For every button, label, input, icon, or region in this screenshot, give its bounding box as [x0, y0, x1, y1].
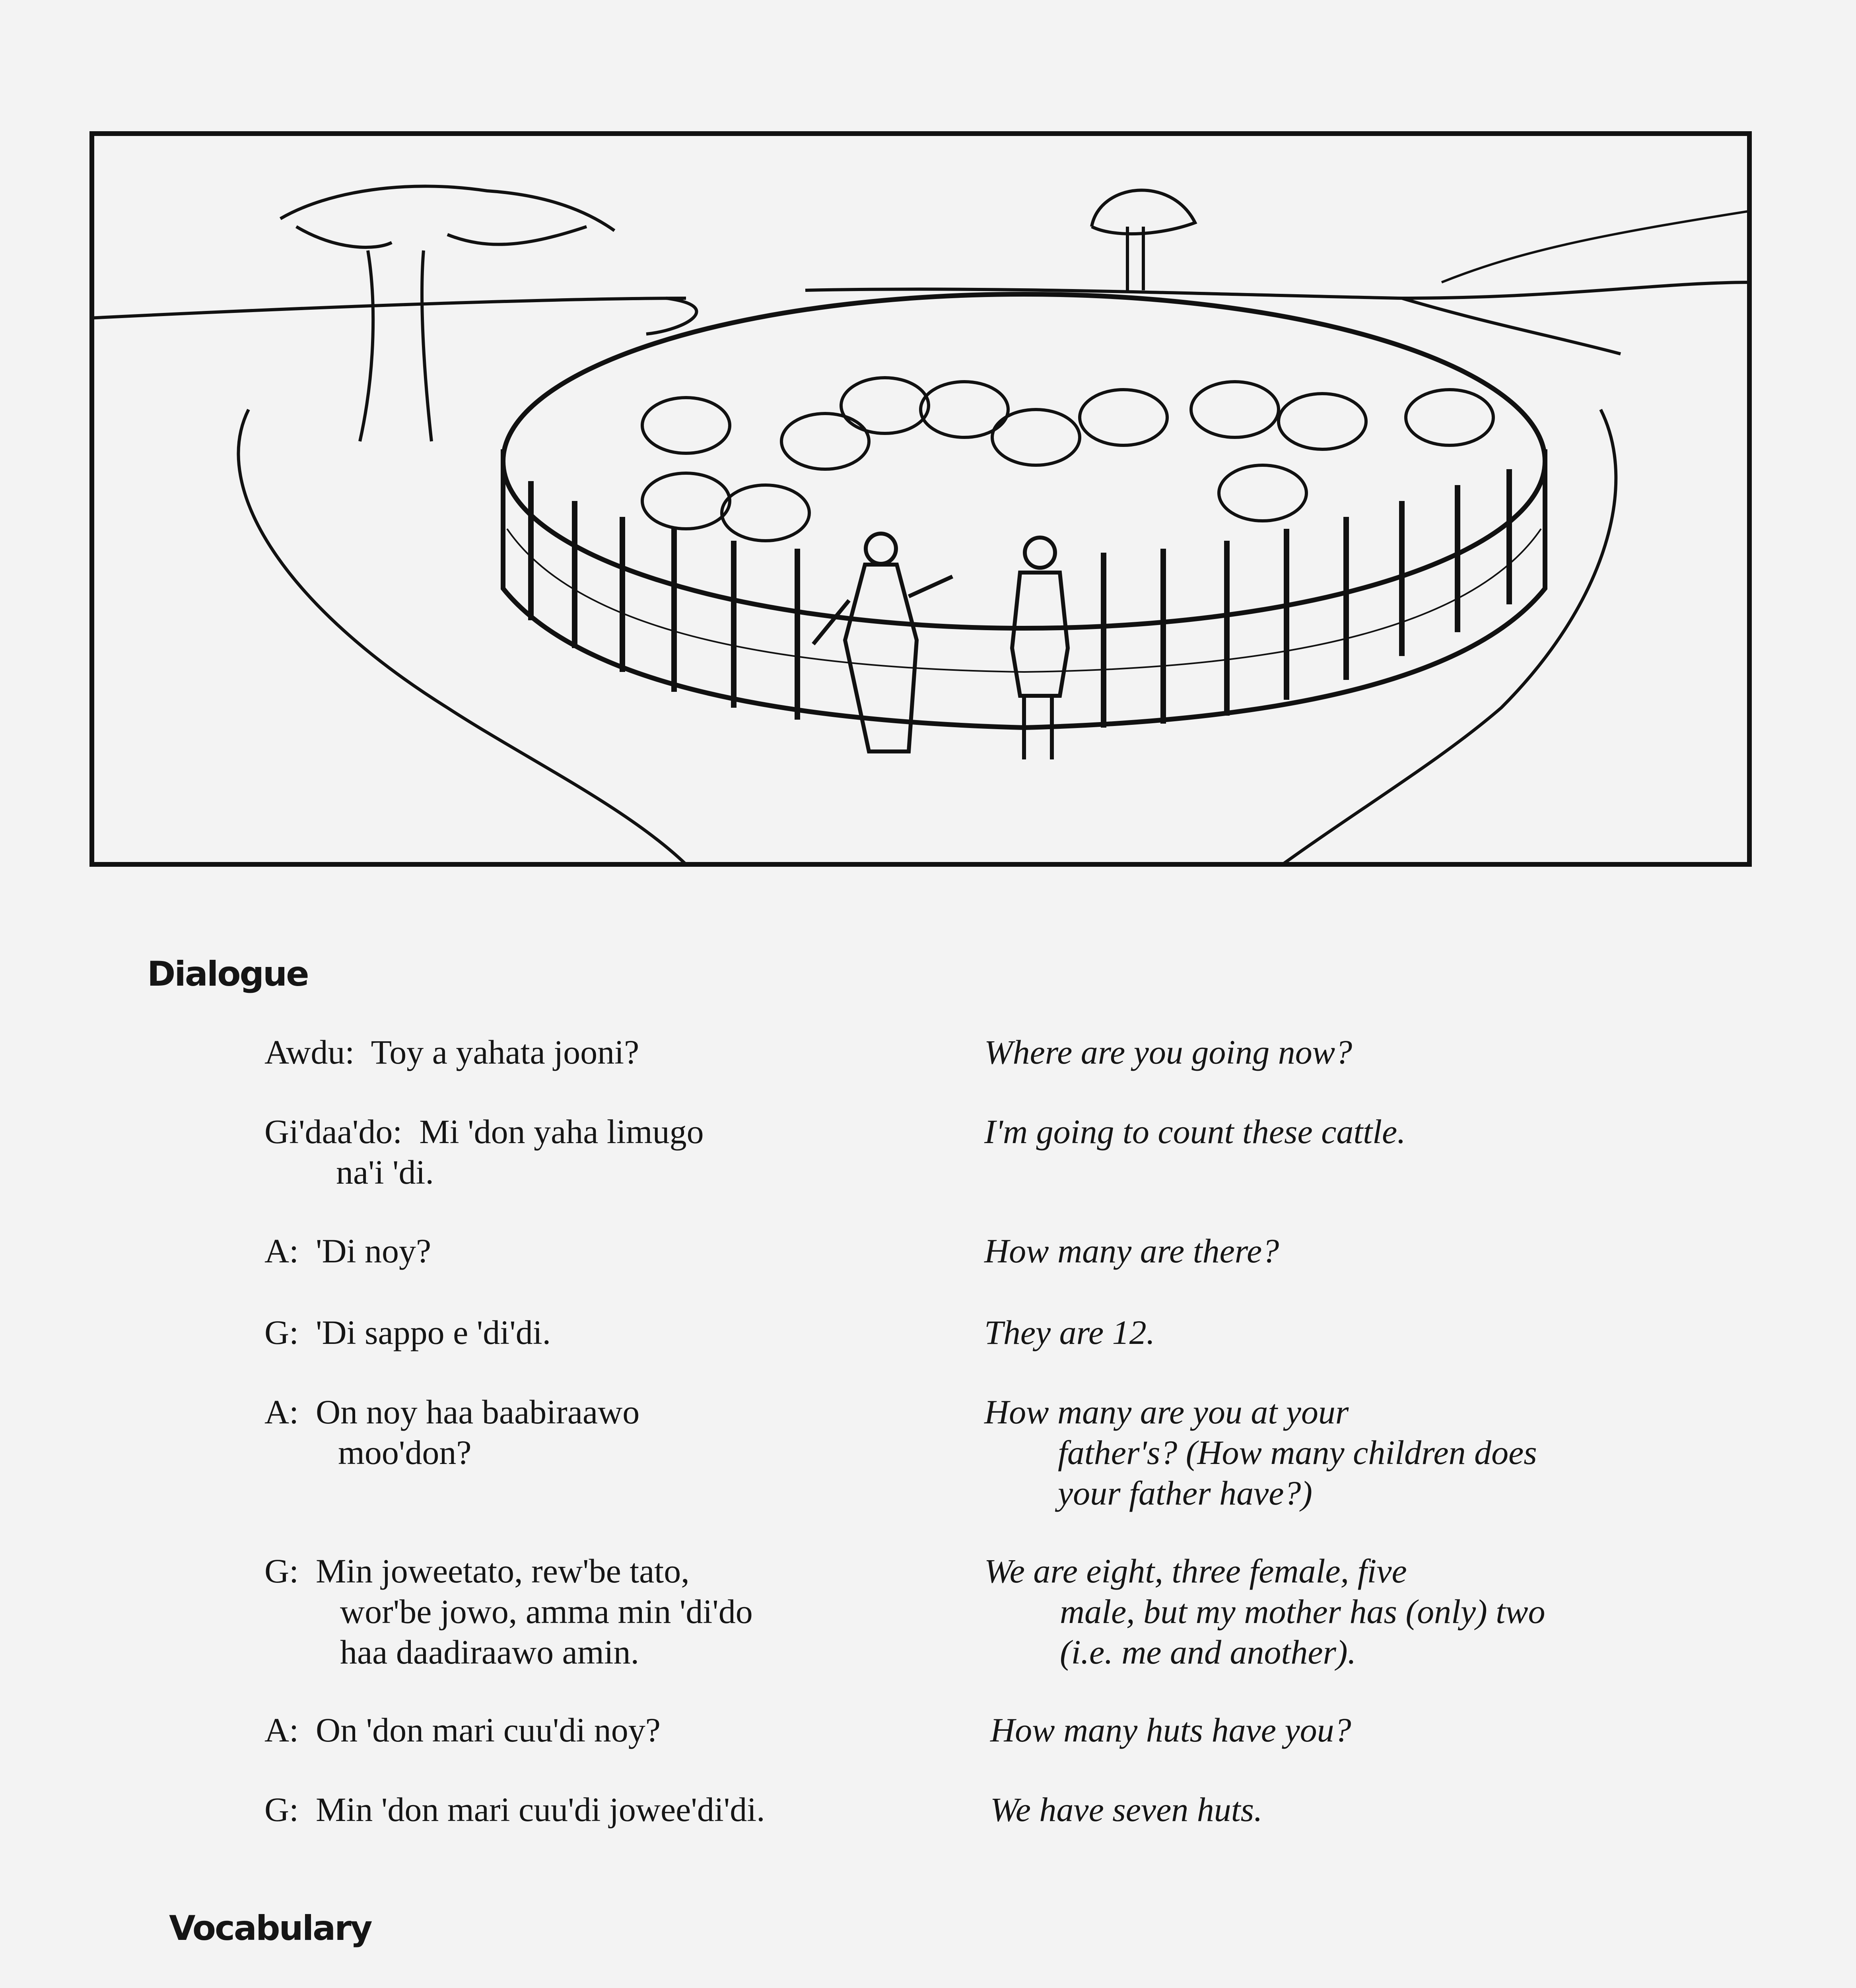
cattle-enclosure-illustration — [89, 131, 1752, 867]
dialogue-line: G: Min joweetato, rew'be tato, — [264, 1552, 690, 1590]
dialogue-line: Gi'daa'do: Mi 'don yaha limugo — [264, 1112, 704, 1151]
dialogue-line: A: 'Di noy? — [264, 1232, 431, 1270]
dialogue-line: A: On 'don mari cuu'di noy? — [264, 1711, 661, 1749]
dialogue-translation: How many are there? — [984, 1232, 1279, 1270]
dialogue-heading: Dialogue — [147, 954, 308, 994]
dialogue-translation-continuation: male, but my mother has (only) two — [1060, 1592, 1545, 1631]
dialogue-translation: They are 12. — [984, 1313, 1155, 1351]
dialogue-line: Awdu: Toy a yahata jooni? — [264, 1033, 639, 1071]
dialogue-line-continuation: moo'don? — [338, 1433, 472, 1472]
dialogue-translation: We are eight, three female, five — [984, 1552, 1407, 1590]
vocabulary-heading: Vocabulary — [169, 1908, 371, 1948]
dialogue-translation: Where are you going now? — [984, 1033, 1353, 1071]
dialogue-translation: How many are you at your — [984, 1393, 1349, 1431]
dialogue-line: G: Min 'don mari cuu'di jowee'di'di. — [264, 1790, 765, 1829]
dialogue-line-continuation: na'i 'di. — [336, 1153, 434, 1191]
dialogue-line-continuation: wor'be jowo, amma min 'di'do — [340, 1592, 753, 1631]
dialogue-translation: How many huts have you? — [990, 1711, 1351, 1749]
dialogue-translation-continuation: (i.e. me and another). — [1060, 1633, 1357, 1671]
dialogue-translation-continuation: father's? (How many children does — [1058, 1433, 1537, 1472]
dialogue-line-continuation: haa daadiraawo amin. — [340, 1633, 639, 1671]
dialogue-translation: We have seven huts. — [990, 1790, 1263, 1829]
dialogue-translation-continuation: your father have?) — [1058, 1474, 1313, 1512]
dialogue-translation: I'm going to count these cattle. — [984, 1112, 1406, 1151]
dialogue-line: A: On noy haa baabiraawo — [264, 1393, 640, 1431]
dialogue-line: G: 'Di sappo e 'di'di. — [264, 1313, 551, 1351]
